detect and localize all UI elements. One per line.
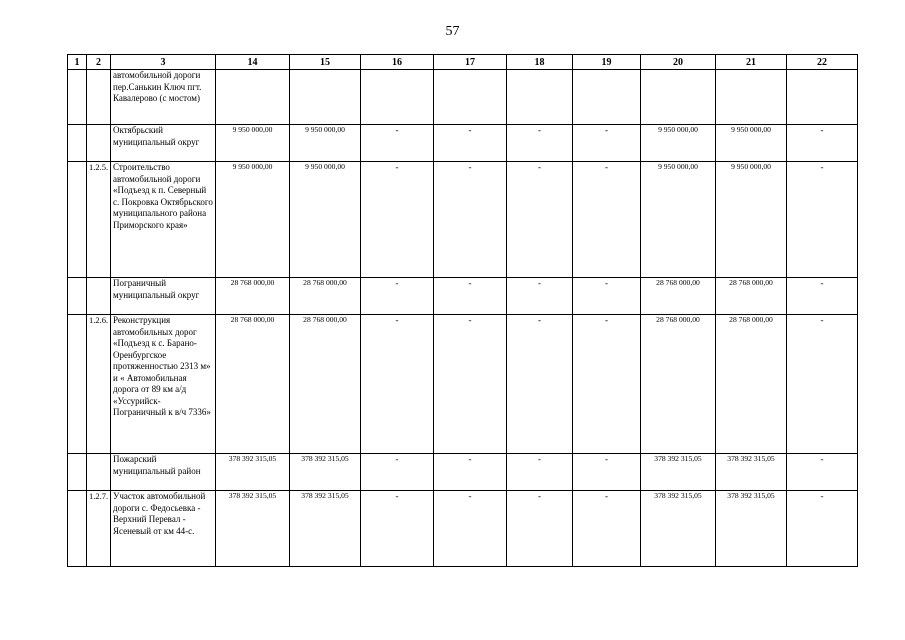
cell-col21 bbox=[716, 70, 787, 125]
table-row bbox=[68, 162, 858, 278]
cell-col16: - bbox=[361, 278, 434, 315]
col-header: 18 bbox=[507, 55, 573, 70]
cell-col15: 378 392 315,05 bbox=[290, 454, 361, 491]
cell-col15 bbox=[290, 70, 361, 125]
cell-col21: 9 950 000,00 bbox=[716, 162, 787, 278]
page-number: 57 bbox=[445, 24, 460, 39]
col-header: 15 bbox=[290, 55, 361, 70]
cell-item-number: 1.2.7. bbox=[87, 491, 111, 567]
cell-col1 bbox=[68, 278, 87, 315]
cell-col21: 28 768 000,00 bbox=[716, 278, 787, 315]
cell-item-number bbox=[87, 278, 111, 315]
cell-name: Пожарский муниципальный район bbox=[111, 454, 216, 491]
cell-col18: - bbox=[507, 125, 573, 162]
cell-col1 bbox=[68, 454, 87, 491]
cell-col19: - bbox=[573, 125, 641, 162]
cell-col14: 28 768 000,00 bbox=[216, 315, 290, 454]
table-row bbox=[68, 278, 858, 315]
table-row bbox=[68, 125, 858, 162]
col-header: 3 bbox=[111, 55, 216, 70]
cell-col17: - bbox=[434, 278, 507, 315]
cell-col1 bbox=[68, 162, 87, 278]
cell-col20: 378 392 315,05 bbox=[641, 454, 716, 491]
col-header: 2 bbox=[87, 55, 111, 70]
cell-col20 bbox=[641, 70, 716, 125]
cell-col20: 28 768 000,00 bbox=[641, 278, 716, 315]
col-header: 20 bbox=[641, 55, 716, 70]
cell-name: автомобильной дороги пер.Санькин Ключ пгт. Кавалерово (с мостом) bbox=[111, 70, 216, 125]
cell-item-number: 1.2.6. bbox=[87, 315, 111, 454]
col-header: 16 bbox=[361, 55, 434, 70]
cell-col14: 378 392 315,05 bbox=[216, 454, 290, 491]
cell-col1 bbox=[68, 70, 87, 125]
cell-col16: - bbox=[361, 162, 434, 278]
cell-col15: 28 768 000,00 bbox=[290, 278, 361, 315]
cell-col20: 9 950 000,00 bbox=[641, 162, 716, 278]
cell-name: Строительство автомобильной дороги «Подъезд к п. Северный с. Покровка Октябрьского муниципального района Приморского края» bbox=[111, 162, 216, 278]
cell-col21: 378 392 315,05 bbox=[716, 491, 787, 567]
cell-col21: 9 950 000,00 bbox=[716, 125, 787, 162]
cell-col1 bbox=[68, 125, 87, 162]
cell-name: Реконструкция автомобильных дорог «Подъезд к с. Барано-Оренбургское протяженностью 2313 м» и « Автомобильная дорога от 89 км а/д «Уссурийск-Пограничный к в/ч 7336» bbox=[111, 315, 216, 454]
table-row bbox=[68, 70, 858, 125]
cell-col18: - bbox=[507, 454, 573, 491]
cell-col22: - bbox=[787, 491, 858, 567]
cell-col20: 378 392 315,05 bbox=[641, 491, 716, 567]
cell-col15: 28 768 000,00 bbox=[290, 315, 361, 454]
cell-col17 bbox=[434, 70, 507, 125]
cell-col15: 9 950 000,00 bbox=[290, 125, 361, 162]
table-row bbox=[68, 491, 858, 567]
cell-col17: - bbox=[434, 162, 507, 278]
cell-col20: 28 768 000,00 bbox=[641, 315, 716, 454]
cell-col16: - bbox=[361, 491, 434, 567]
cell-name: Участок автомобильной дороги с. Федосьевка - Верхний Перевал - Ясеневый от км 44-с. bbox=[111, 491, 216, 567]
cell-col21: 28 768 000,00 bbox=[716, 315, 787, 454]
cell-col16: - bbox=[361, 315, 434, 454]
cell-col22: - bbox=[787, 278, 858, 315]
table-row bbox=[68, 454, 858, 491]
cell-col1 bbox=[68, 491, 87, 567]
cell-col14 bbox=[216, 70, 290, 125]
cell-col15: 378 392 315,05 bbox=[290, 491, 361, 567]
cell-col19: - bbox=[573, 162, 641, 278]
cell-item-number bbox=[87, 70, 111, 125]
header-row bbox=[68, 55, 858, 70]
cell-name: Октябрьский муниципальный округ bbox=[111, 125, 216, 162]
cell-col22: - bbox=[787, 454, 858, 491]
cell-col22 bbox=[787, 70, 858, 125]
cell-col18: - bbox=[507, 491, 573, 567]
cell-item-number bbox=[87, 125, 111, 162]
col-header: 21 bbox=[716, 55, 787, 70]
cell-col21: 378 392 315,05 bbox=[716, 454, 787, 491]
col-header: 14 bbox=[216, 55, 290, 70]
cell-col15: 9 950 000,00 bbox=[290, 162, 361, 278]
cell-col22: - bbox=[787, 125, 858, 162]
cell-col17: - bbox=[434, 454, 507, 491]
cell-col19 bbox=[573, 70, 641, 125]
cell-col19: - bbox=[573, 278, 641, 315]
cell-col16: - bbox=[361, 454, 434, 491]
cell-col19: - bbox=[573, 491, 641, 567]
table-row bbox=[68, 315, 858, 454]
col-header: 22 bbox=[787, 55, 858, 70]
cell-col18: - bbox=[507, 162, 573, 278]
cell-item-number: 1.2.5. bbox=[87, 162, 111, 278]
cell-col20: 9 950 000,00 bbox=[641, 125, 716, 162]
cell-col14: 378 392 315,05 bbox=[216, 491, 290, 567]
cell-col19: - bbox=[573, 315, 641, 454]
col-header: 1 bbox=[68, 55, 87, 70]
cell-name: Пограничный муниципальный округ bbox=[111, 278, 216, 315]
cell-col16 bbox=[361, 70, 434, 125]
cell-col17: - bbox=[434, 491, 507, 567]
cell-col22: - bbox=[787, 315, 858, 454]
cell-col18: - bbox=[507, 278, 573, 315]
cell-col18: - bbox=[507, 315, 573, 454]
cell-col16: - bbox=[361, 125, 434, 162]
cell-col1 bbox=[68, 315, 87, 454]
cell-item-number bbox=[87, 454, 111, 491]
col-header: 19 bbox=[573, 55, 641, 70]
cell-col22: - bbox=[787, 162, 858, 278]
cell-col14: 9 950 000,00 bbox=[216, 125, 290, 162]
cell-col17: - bbox=[434, 315, 507, 454]
budget-table bbox=[67, 54, 858, 567]
cell-col17: - bbox=[434, 125, 507, 162]
cell-col14: 9 950 000,00 bbox=[216, 162, 290, 278]
cell-col18 bbox=[507, 70, 573, 125]
col-header: 17 bbox=[434, 55, 507, 70]
cell-col14: 28 768 000,00 bbox=[216, 278, 290, 315]
cell-col19: - bbox=[573, 454, 641, 491]
